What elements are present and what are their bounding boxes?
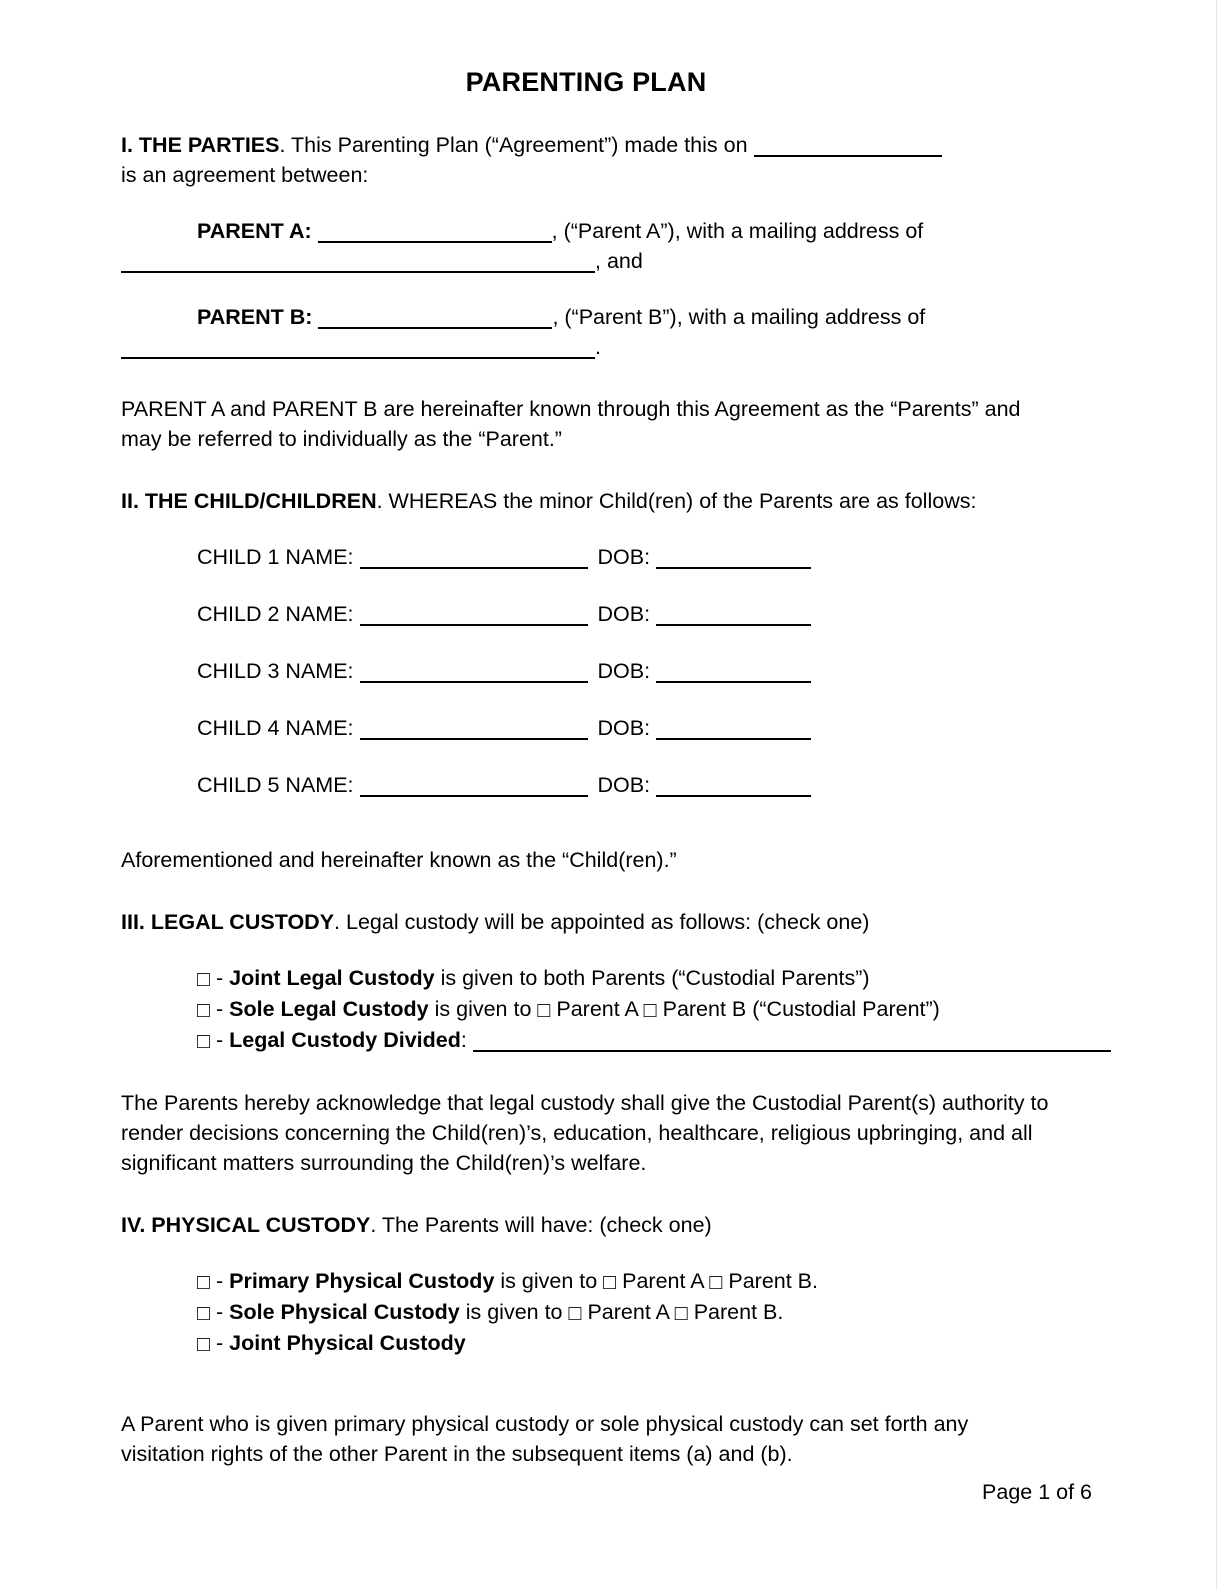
section-children-intro-text: . WHEREAS the minor Child(ren) of the Parents are as follows: (376, 489, 977, 514)
section-physical-custody-intro-text: . The Parents will have: (check one) (370, 1213, 712, 1238)
option-primary-physical-custody[interactable] (197, 1266, 1051, 1297)
agreement-date-blank[interactable] (754, 138, 942, 157)
checkbox-icon-parent-b[interactable] (644, 1000, 657, 1022)
parent-a-address-tail: , and (595, 249, 643, 274)
option-label: Joint Legal Custody (229, 966, 435, 991)
child-name-label: CHILD 1 NAME: (197, 545, 354, 570)
checkbox-icon[interactable] (197, 1000, 210, 1022)
child-dob-label: DOB: (597, 659, 651, 684)
section-physical-custody-intro (121, 1210, 1051, 1240)
option-legal-custody-divided[interactable] (197, 1025, 1051, 1056)
section-children-intro (121, 486, 1051, 516)
checkbox-icon[interactable] (197, 1334, 210, 1356)
checkbox-icon[interactable] (197, 1272, 210, 1294)
child-row (197, 713, 1051, 743)
option-label: Sole Legal Custody (229, 997, 429, 1022)
option-dash: - (215, 1300, 230, 1325)
child-dob-blank[interactable] (656, 778, 811, 797)
parent-a-address-blank[interactable] (121, 254, 595, 273)
child-name-blank[interactable] (360, 778, 588, 797)
option-text: is given to both Parents (“Custodial Parents”) (434, 966, 870, 991)
parent-a-name-blank[interactable] (318, 224, 552, 243)
document-body (121, 0, 1051, 1469)
option-label: Sole Physical Custody (229, 1300, 460, 1325)
child-dob-blank[interactable] (656, 721, 811, 740)
checkbox-icon[interactable] (197, 1303, 210, 1325)
physical-custody-closing-paragraph: A Parent who is given primary physical custody or sole physical custody can set forth any visitation rights of the other Parent in the subsequent items (a) and (b). (121, 1412, 969, 1467)
option-parent-b-text: Parent B. (687, 1300, 784, 1325)
child-dob-blank[interactable] (656, 607, 811, 626)
parent-b-after-text: , (“Parent B”), with a mailing address of (552, 305, 926, 330)
parent-b-address-row (121, 332, 1051, 362)
checkbox-icon[interactable] (197, 969, 210, 991)
legal-custody-body-paragraph: The Parents hereby acknowledge that legal custody shall give the Custodial Parent(s) authority to render decisions concerning the Child(ren)’s, education, healthcare, religious upbringing, and all significant matters surrounding the Child(ren)’s welfare. (121, 1091, 1049, 1176)
parent-b-name-blank[interactable] (318, 310, 552, 329)
child-name-label: CHILD 2 NAME: (197, 602, 354, 627)
section-parties-intro-text: . This Parenting Plan (“Agreement”) made this on (279, 133, 748, 158)
section-parties-intro (121, 130, 1051, 190)
parent-b-address-tail: . (595, 335, 601, 360)
option-text: is given to (494, 1269, 604, 1294)
checkbox-icon-parent-a[interactable] (537, 1000, 550, 1022)
section-parties-intro-text-2: is an agreement between: (121, 163, 369, 188)
legal-custody-divided-blank[interactable] (473, 1033, 1111, 1052)
option-dash: - (215, 997, 230, 1022)
option-sole-legal-custody[interactable] (197, 994, 1051, 1025)
option-sole-physical-custody[interactable] (197, 1297, 1051, 1328)
child-name-label: CHILD 3 NAME: (197, 659, 354, 684)
option-label: Legal Custody Divided (229, 1028, 461, 1053)
child-row (197, 599, 1051, 629)
child-dob-label: DOB: (597, 716, 651, 741)
child-dob-label: DOB: (597, 545, 651, 570)
physical-custody-options (197, 1266, 1051, 1359)
legal-custody-options (197, 963, 1051, 1056)
option-dash: - (215, 1331, 230, 1356)
page-footer: Page 1 of 6 (982, 1480, 1092, 1504)
option-dash: - (215, 1028, 230, 1053)
option-text: is given to (428, 997, 538, 1022)
child-name-blank[interactable] (360, 664, 588, 683)
option-joint-legal-custody[interactable] (197, 963, 1051, 994)
child-row (197, 770, 1051, 800)
option-text: is given to (459, 1300, 569, 1325)
child-dob-label: DOB: (597, 602, 651, 627)
child-name-blank[interactable] (360, 721, 588, 740)
section-parties-heading: I. THE PARTIES (121, 133, 280, 158)
parent-a-after-text: , (“Parent A”), with a mailing address of (551, 219, 924, 244)
option-parent-a-text: Parent A (616, 1269, 710, 1294)
checkbox-icon[interactable] (197, 1031, 210, 1053)
parent-b-row (197, 302, 1051, 332)
section-children-heading: II. THE CHILD/CHILDREN (121, 489, 377, 514)
option-label: Joint Physical Custody (229, 1331, 466, 1356)
parent-a-row (197, 216, 1051, 246)
child-dob-blank[interactable] (656, 550, 811, 569)
option-dash: - (215, 966, 230, 991)
option-parent-a-text: Parent A (581, 1300, 675, 1325)
section-legal-custody-intro (121, 907, 1051, 937)
child-name-label: CHILD 4 NAME: (197, 716, 354, 741)
option-parent-b-text: Parent B (“Custodial Parent”) (656, 997, 940, 1022)
section-legal-custody-intro-text: . Legal custody will be appointed as follows: (check one) (334, 910, 870, 935)
child-dob-blank[interactable] (656, 664, 811, 683)
child-name-label: CHILD 5 NAME: (197, 773, 354, 798)
child-name-blank[interactable] (360, 607, 588, 626)
parent-a-label: PARENT A: (197, 219, 312, 244)
child-name-blank[interactable] (360, 550, 588, 569)
option-joint-physical-custody[interactable] (197, 1328, 1051, 1359)
parties-hereinafter-paragraph: PARENT A and PARENT B are hereinafter known through this Agreement as the “Parents” and may be referred to individually as the “Parent.” (121, 397, 1021, 452)
checkbox-icon-parent-b[interactable] (709, 1272, 722, 1294)
checkbox-icon-parent-a[interactable] (568, 1303, 581, 1325)
page-title: PARENTING PLAN (465, 67, 707, 97)
child-dob-label: DOB: (597, 773, 651, 798)
option-parent-a-text: Parent A (550, 997, 644, 1022)
option-colon: : (460, 1028, 473, 1053)
children-aforementioned-paragraph: Aforementioned and hereinafter known as the “Child(ren).” (121, 848, 677, 873)
section-legal-custody-heading: III. LEGAL CUSTODY (121, 910, 335, 935)
child-row (197, 542, 1051, 572)
parent-b-address-blank[interactable] (121, 340, 595, 359)
checkbox-icon-parent-a[interactable] (603, 1272, 616, 1294)
checkbox-icon-parent-b[interactable] (675, 1303, 688, 1325)
option-parent-b-text: Parent B. (722, 1269, 818, 1294)
option-label: Primary Physical Custody (229, 1269, 495, 1294)
option-dash: - (215, 1269, 230, 1294)
child-row (197, 656, 1051, 686)
section-physical-custody-heading: IV. PHYSICAL CUSTODY (121, 1213, 371, 1238)
parent-b-label: PARENT B: (197, 305, 313, 330)
parent-a-address-row (121, 246, 1051, 276)
